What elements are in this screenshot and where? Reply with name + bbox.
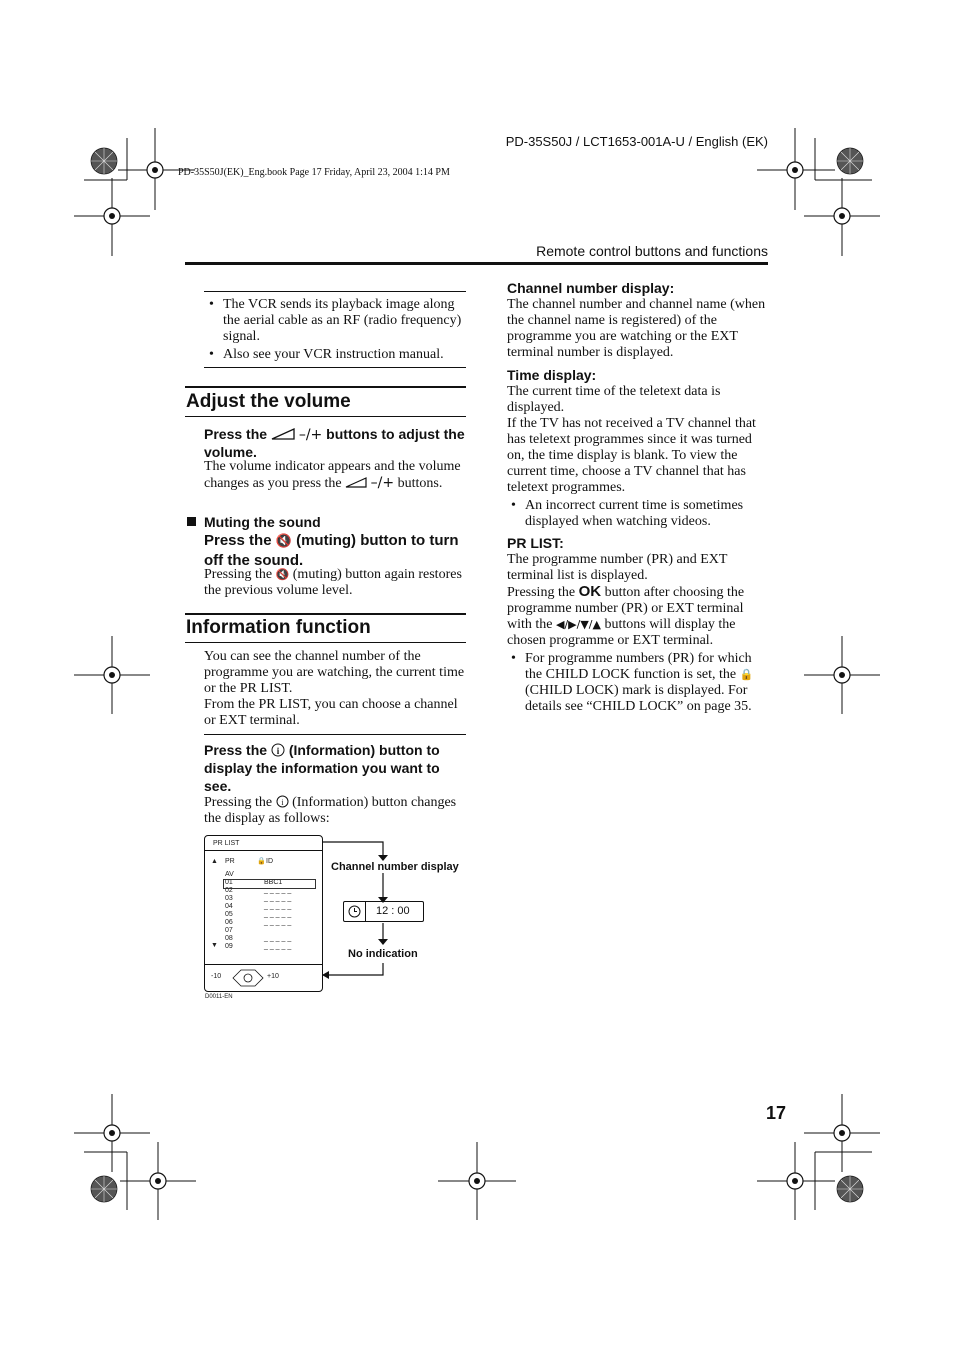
- pr-list-row[interactable]: [225, 943, 317, 951]
- pr-id: _ _ _ _ _: [264, 943, 292, 950]
- pr-id: _ _ _ _ _: [264, 919, 292, 926]
- channel-display-text: The channel number and channel name (when the channel name is registered) of the programme you are watching or the EXT terminal number is displayed.: [507, 297, 766, 360]
- time-value: 12 : 00: [376, 905, 410, 917]
- muting-step: Press the 🔇 (muting) button to turn off the sound.: [204, 532, 459, 569]
- vcr-note-top-rule: [204, 291, 466, 292]
- muting-title: Muting the sound: [187, 514, 321, 531]
- pr-list-text: The programme number (PR) and EXT terminal list is displayed. Pressing the OK button after choosing the programme number (PR) or EXT terminal with the ◀/▶/▼/▲ buttons will display the chosen programme or EXT terminal. • For programme numbers (PR) for which the CHILD LOCK function is set, the 🔒 (CHILD LOCK) mark is displayed. For details see “CHILD LOCK” on page 35.: [507, 552, 767, 715]
- book-line: PD-35S50J(EK)_Eng.book Page 17 Friday, April 23, 2004 1:14 PM: [178, 167, 450, 178]
- pr-list-row[interactable]: [225, 935, 317, 943]
- minus10-label: -10: [211, 973, 222, 980]
- pr-number: 01: [225, 879, 233, 886]
- channel-display-title: Channel number display:: [507, 280, 675, 296]
- plus10-label: +10: [267, 973, 279, 980]
- pr-id: _ _ _ _ _: [264, 887, 292, 894]
- svg-text:i: i: [280, 798, 284, 807]
- mute-icon: 🔇: [275, 534, 292, 549]
- info-heading-bottom-rule: [185, 642, 466, 643]
- pr-id: _ _ _ _ _: [264, 911, 292, 918]
- page-number: 17: [766, 1103, 787, 1123]
- vcr-note-bottom-rule: [204, 367, 466, 368]
- minus-plus-icon: –/+: [298, 427, 323, 443]
- minus-plus-icon: –/+: [370, 475, 395, 491]
- info-icon: [276, 795, 289, 808]
- volume-heading-bottom-rule: [185, 416, 466, 417]
- pr-number: 06: [225, 919, 233, 926]
- section-title: Remote control buttons and functions: [536, 243, 768, 259]
- volume-heading-top-rule: [185, 386, 466, 388]
- pr-number: 04: [225, 903, 233, 910]
- pr-list-screen: [204, 835, 323, 992]
- info-heading-top-rule: [185, 613, 466, 615]
- info-step: Press the i (Information) button to display the information you want to see.: [204, 742, 440, 794]
- navigation-pad-icon: [229, 966, 267, 990]
- list-item: • The VCR sends its playback image along the aerial cable as an RF (radio frequency) signal.: [205, 297, 467, 345]
- volume-icon: [345, 477, 367, 488]
- volume-desc-a: The volume indicator appears and the volume changes as you press the: [204, 459, 461, 491]
- time-display-box: [343, 901, 424, 922]
- volume-heading: Adjust the volume: [186, 391, 351, 412]
- vcr-notes: [205, 297, 467, 363]
- volume-desc-b: buttons.: [397, 476, 443, 491]
- selection-highlight: [223, 879, 316, 889]
- lock-icon: 🔒: [257, 858, 266, 865]
- col-id: ID: [266, 858, 273, 865]
- pr-number: 09: [225, 943, 233, 950]
- pr-list-heading: PR LIST:: [507, 535, 564, 551]
- pr-number: 05: [225, 911, 233, 918]
- list-item: • Also see your VCR instruction manual.: [205, 347, 467, 363]
- volume-icon: [271, 428, 295, 440]
- pr-id: _ _ _ _ _: [264, 935, 292, 942]
- pr-id: _ _ _ _ _: [264, 903, 292, 910]
- square-bullet-icon: [187, 517, 196, 526]
- pr-id: BBC1: [264, 879, 283, 886]
- clock-icon: [348, 905, 361, 918]
- volume-step-a: Press the: [204, 426, 268, 442]
- list-item: • An incorrect current time is sometimes displayed when watching videos.: [507, 498, 767, 530]
- model-line: PD-35S50J / LCT1653-001A-U / English (EK): [505, 134, 768, 149]
- muting-desc: Pressing the 🔇 (muting) button again restores the previous volume level.: [204, 567, 462, 598]
- diagram-code: D0011-EN: [205, 994, 233, 1000]
- pr-number: 08: [225, 935, 233, 942]
- down-arrow-icon: ▼: [211, 942, 218, 949]
- pr-list-row[interactable]: [225, 927, 317, 935]
- info-step-rule: [204, 734, 466, 735]
- info-icon: [271, 743, 285, 757]
- pr-list-row[interactable]: [225, 895, 317, 903]
- info-desc: Pressing the i (Information) button changes the display as follows:: [204, 795, 457, 826]
- channel-display-label: Channel number display: [331, 861, 459, 873]
- pr-number: 07: [225, 927, 233, 934]
- time-display-title: Time display:: [507, 367, 597, 383]
- list-item: • For programme numbers (PR) for which the CHILD LOCK function is set, the 🔒 (CHILD LOCK) mark is displayed. For details see “CHILD LOCK” on page 35.: [507, 651, 767, 715]
- pr-number: 02: [225, 887, 233, 894]
- volume-step-b: buttons to adjust the volume.: [204, 426, 465, 460]
- arrow-keys-icon: ◀/▶/▼/▲: [556, 618, 601, 631]
- ok-button-label: OK: [578, 583, 602, 600]
- pr-list-title: PR LIST: [213, 840, 240, 847]
- header-rule: [185, 262, 768, 265]
- volume-desc: [204, 459, 466, 492]
- pr-list-row[interactable]: [225, 871, 317, 879]
- info-heading: Information function: [186, 617, 371, 638]
- pr-list-row[interactable]: [225, 911, 317, 919]
- pr-number: AV: [225, 871, 234, 878]
- no-indication-label: No indication: [348, 948, 418, 960]
- pr-id: _ _ _ _ _: [264, 895, 292, 902]
- up-arrow-icon: ▲: [211, 858, 218, 865]
- pr-list-row[interactable]: [225, 903, 317, 911]
- time-display-text: The current time of the teletext data is displayed. If the TV has not received a TV channel that has teletext programmes since it was turned on, the time display is blank. To view the current time, choose a TV channel that has teletext programmes. • An incorrect current time is sometimes displayed when watching videos.: [507, 384, 767, 530]
- pr-number: 03: [225, 895, 233, 902]
- pr-list-row[interactable]: [225, 919, 317, 927]
- volume-step: [204, 426, 466, 461]
- col-pr: PR: [225, 858, 235, 865]
- svg-text:i: i: [276, 746, 280, 756]
- mute-icon: 🔇: [275, 568, 290, 581]
- child-lock-icon: 🔒: [739, 668, 754, 681]
- info-intro: You can see the channel number of the programme you are watching, the current time or the PR LIST. From the PR LIST, you can choose a channel or EXT terminal.: [204, 649, 465, 728]
